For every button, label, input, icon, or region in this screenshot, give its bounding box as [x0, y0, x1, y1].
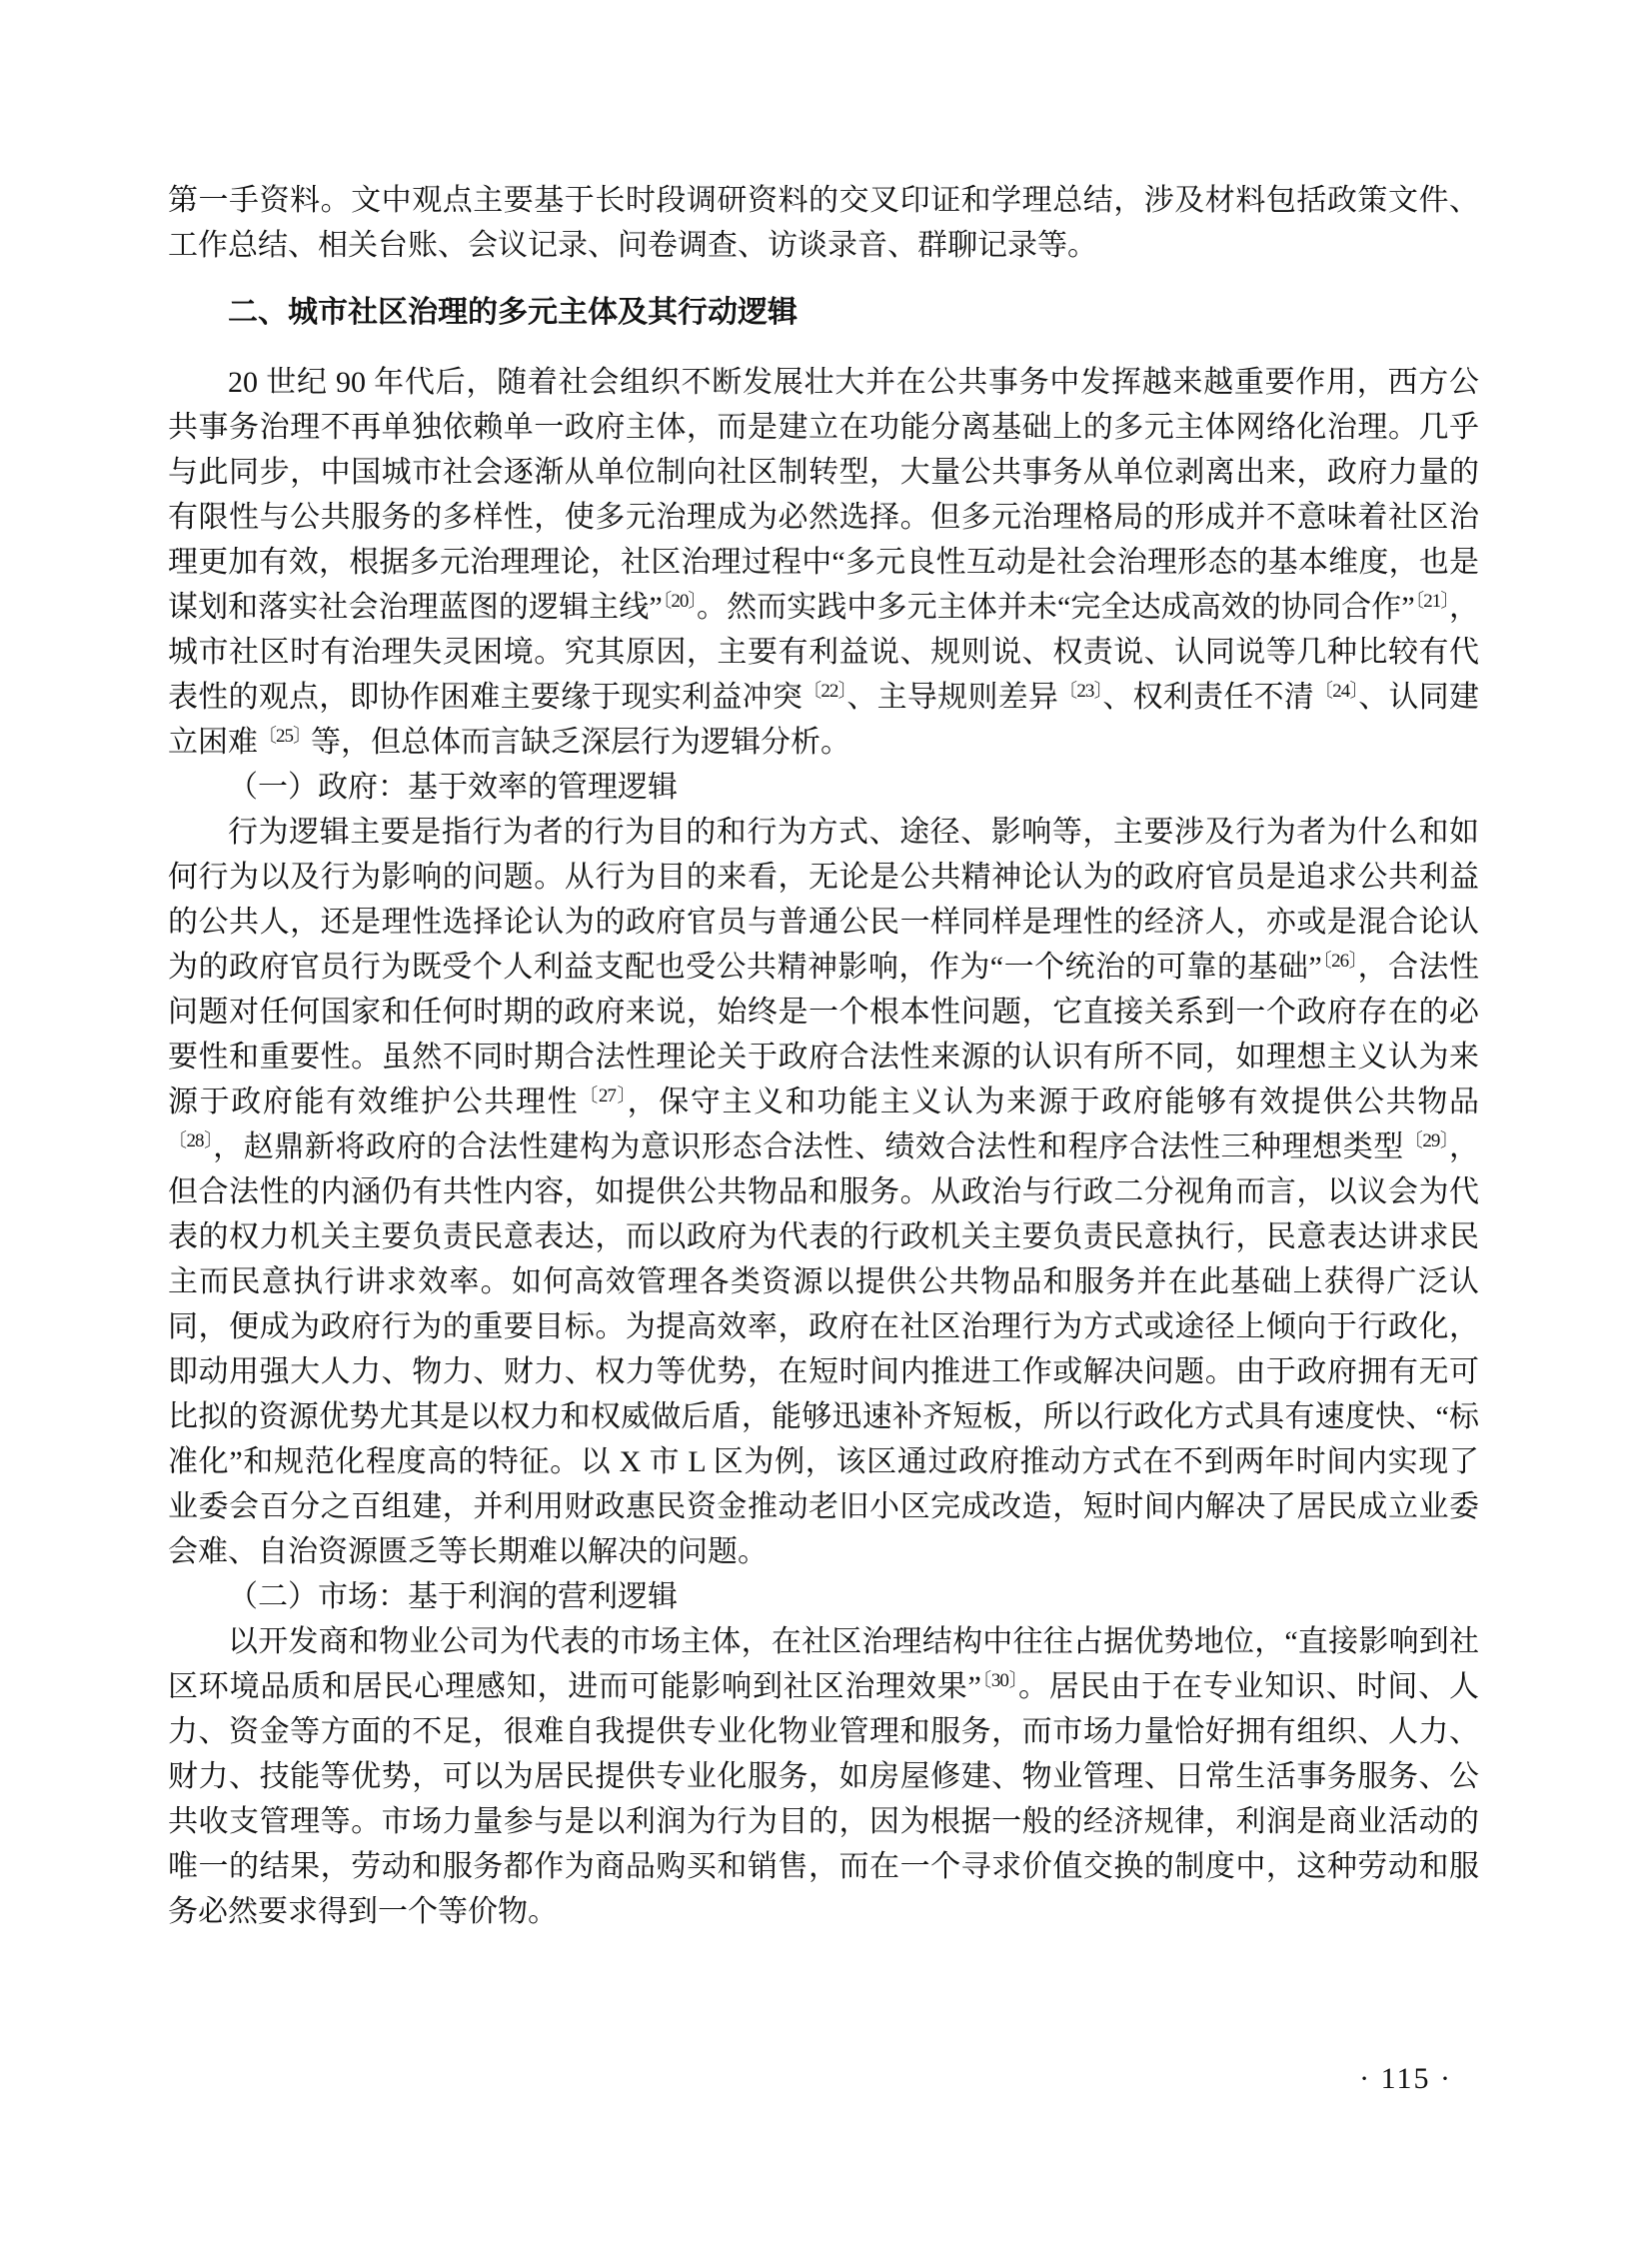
article-text-block: [168, 178, 1479, 1934]
citation-reference: 〔23〕: [1058, 681, 1103, 702]
page-number: · 115 ·: [1359, 2062, 1452, 2095]
citation-reference: 〔29〕: [1403, 1130, 1449, 1151]
section-heading-2: 二、城市社区治理的多元主体及其行动逻辑: [228, 296, 798, 329]
citation-reference: 〔30〕: [980, 1670, 1018, 1691]
body-paragraph-continuation: 第一手资料。文中观点主要基于长时段调研资料的交叉印证和学理总结，涉及材料包括政策文件、工作总结、相关台账、会议记录、问卷调查、访谈录音、群聊记录等。: [168, 184, 1479, 262]
citation-reference: 〔28〕: [168, 1130, 214, 1151]
citation-reference: 〔26〕: [1321, 951, 1358, 972]
citation-reference: 〔21〕: [1414, 591, 1449, 612]
subsection-heading-1: （一）政府：基于效率的管理逻辑: [228, 771, 678, 804]
citation-reference: 〔27〕: [579, 1086, 628, 1107]
body-paragraph: 行为逻辑主要是指行为者的行为目的和行为方式、途径、影响等，主要涉及行为者为什么和如何行为以及行为影响的问题。从行为目的来看，无论是公共精神论认为的政府官员是追求公共利益的公共人，还是理性选择论认为的政府官员与普通公民一样同样是理性的经济人，亦或是混合论认为的政府官员行为既受个人利益支配也受公共精神影响，作为“一个统治的可靠的基础”$^{〔26〕}$，合法性问题对任何国家和任何时期的政府来说，始终是一个根本性问题，它直接关系到一个政府存在的必要性和重要性。虽然不同时期合法性理论关于政府合法性来源的认识有所不同，如理想主义认为来源于政府能有效维护公共理性$^{〔27〕}$，保守主义和功能主义认为来源于政府能够有效提供公共物品$^{〔28〕}$，赵鼎新将政府的合法性建构为意识形态合法性、绩效合法性和程序合法性三种理想类型$^{〔29〕}$，但合法性的内涵仍有共性内容，如提供公共物品和服务。从政治与行政二分视角而言，以议会为代表的权力机关主要负责民意表达，而以政府为代表的行政机关主要负责民意执行，民意表达讲求民主而民意执行讲求效率。如何高效管理各类资源以提供公共物品和服务并在此基础上获得广泛认同，便成为政府行为的重要目标。为提高效率，政府在社区治理行为方式或途径上倾向于行政化，即动用强大人力、物力、财力、权力等优势，在短时间内推进工作或解决问题。由于政府拥有无可比拟的资源优势尤其是以权力和权威做后盾，能够迅速补齐短板，所以行政化方式具有速度快、“标准化”和规范化程度高的特征。以 X 市 L 区为例，该区通过政府推动方式在不到两年时间内实现了业委会百分之百组建，并利用财政惠民资金推动老旧小区完成改造，短时间内解决了居民成立业委会难、自治资源匮乏等长期难以解决的问题。: [168, 816, 1480, 1568]
citation-reference: 〔20〕: [662, 591, 697, 612]
body-paragraph: 20 世纪 90 年代后，随着社会组织不断发展壮大并在公共事务中发挥越来越重要作用，西方公共事务治理不再单独依赖单一政府主体，而是建立在功能分离基础上的多元主体网络化治理。几乎与此同步，中国城市社会逐渐从单位制向社区制转型，大量公共事务从单位剥离出来，政府力量的有限性与公共服务的多样性，使多元治理成为必然选择。但多元治理格局的形成并不意味着社区治理更加有效，根据多元治理理论，社区治理过程中“多元良性互动是社会治理形态的基本维度，也是谋划和落实社会治理蓝图的逻辑主线”$^{〔20〕}$。然而实践中多元主体并未“完全达成高效的协同合作”$^{〔21〕}$，城市社区时有治理失灵困境。究其原因，主要有利益说、规则说、权责说、认同说等几种比较有代表性的观点，即协作困难主要缘于现实利益冲突$^{〔22〕}$、主导规则差异$^{〔23〕}$、权利责任不清$^{〔24〕}$、认同建立困难$^{〔25〕}$等，但总体而言缺乏深层行为逻辑分析。: [168, 366, 1479, 759]
citation-reference: 〔24〕: [1314, 681, 1359, 702]
citation-reference: 〔25〕: [258, 726, 312, 747]
subsection-heading-2: （二）市场：基于利润的营利逻辑: [228, 1580, 678, 1613]
citation-reference: 〔22〕: [803, 681, 847, 702]
body-paragraph: 以开发商和物业公司为代表的市场主体，在社区治理结构中往往占据优势地位，“直接影响到社区环境品质和居民心理感知，进而可能影响到社区治理效果”$^{〔30〕}$。居民由于在专业知识、时间、人力、资金等方面的不足，很难自我提供专业化物业管理和服务，而市场力量恰好拥有组织、人力、财力、技能等优势，可以为居民提供专业化服务，如房屋修建、物业管理、日常生活事务服务、公共收支管理等。市场力量参与是以利润为行为目的，因为根据一般的经济规律，利润是商业活动的唯一的结果，劳动和服务都作为商品购买和销售，而在一个寻求价值交换的制度中，这种劳动和服务必然要求得到一个等价物。: [168, 1625, 1479, 1928]
